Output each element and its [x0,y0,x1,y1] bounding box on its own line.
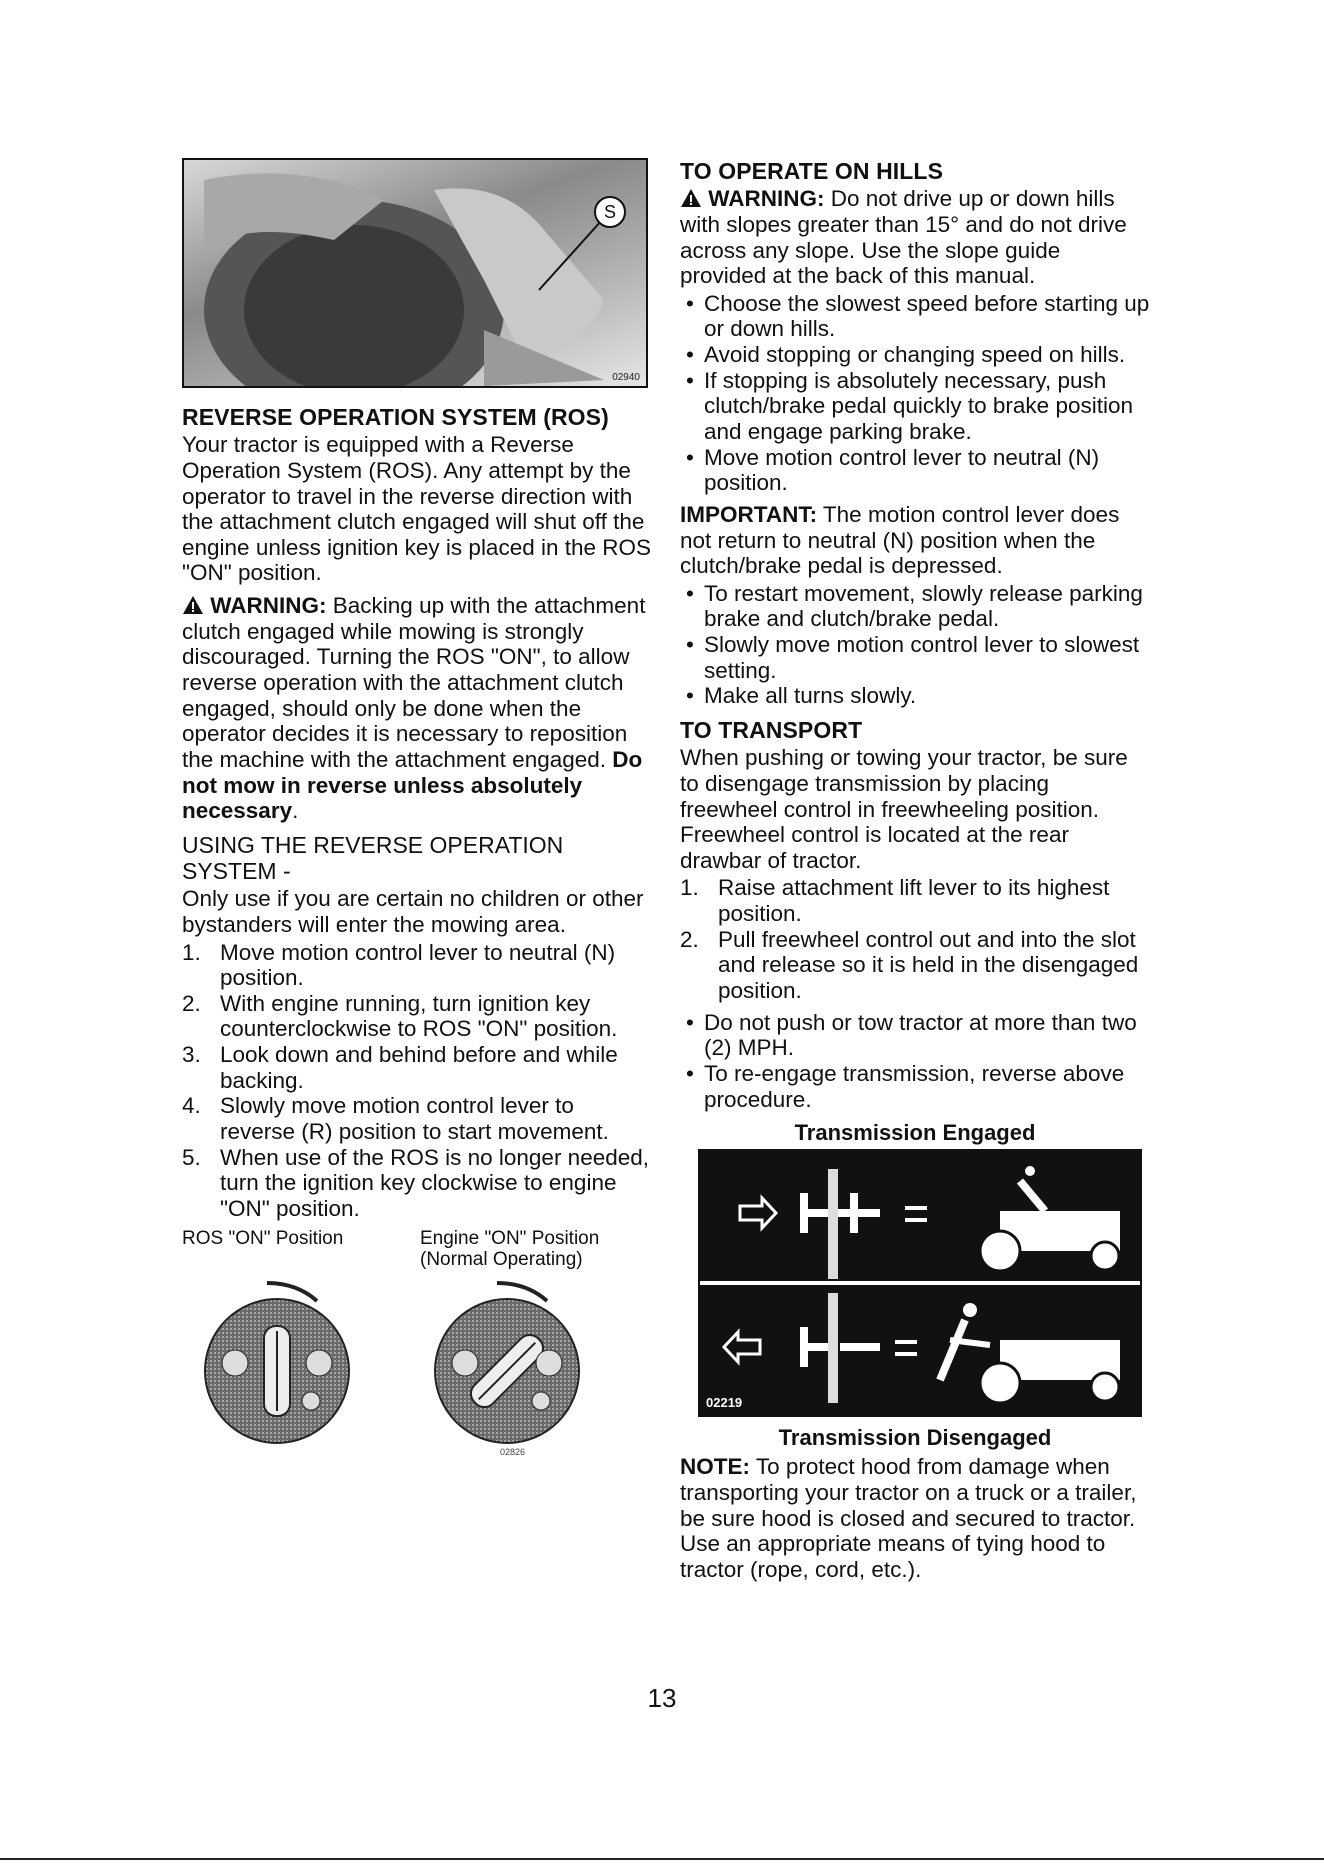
warning-label: WARNING: [210,593,327,619]
hills-heading: TO OPERATE ON HILLS [680,158,944,184]
list-item: • Make all turns slowly. [680,683,1150,709]
restart-bullets [680,581,1150,709]
ros-warning [182,593,652,824]
important-label: IMPORTANT: [680,501,818,527]
photo-code: 02940 [612,371,640,383]
list-item: 1. Raise attachment lift lever to its highest position. [680,875,1110,927]
list-item: • Avoid stopping or changing speed on hills. [680,342,1150,368]
list-item: • Move motion control lever to neutral (N) position. [680,445,1150,496]
bottom-rule [0,1858,1324,1860]
list-item: 3. Look down and behind before and while backing. [182,1042,618,1093]
ignition-knobs-figure [182,1271,652,1471]
transmission-disengaged-title: Transmission Disengaged [778,1425,1052,1451]
using-intro: Only use if you are certain no children or other bystanders will enter the mowing area. [182,886,644,937]
list-item: • If stopping is absolutely necessary, push clutch/brake pedal quickly to brake position and engage parking brake. [680,368,1150,445]
ros-heading: REVERSE OPERATION SYSTEM (ROS) [182,404,609,430]
panel-code: 02219 [706,1395,743,1411]
transport-body: When pushing or towing your tractor, be sure to disengage transmission by placing freewheel control in freewheeling position. Freewheel control is located at the rear drawbar of tractor. [680,745,1128,873]
list-item: 2. With engine running, turn ignition key counterclockwise to ROS "ON" position. [182,990,618,1042]
right-column [680,158,1150,1590]
hills-warning-label: WARNING: [708,186,825,212]
callout-s: S [594,196,626,228]
list-item: • To restart movement, slowly release parking brake and clutch/brake pedal. [680,581,1150,632]
ros-body: Your tractor is equipped with a Reverse Operation System (ROS). Any attempt by the operator to travel in the reverse direction with the attachment clutch engaged will shut off the engine unless ignition key is placed in the ROS "ON" position. [182,432,652,586]
transport-steps [680,875,1150,1003]
disengaged-panel [700,1285,1140,1415]
tractor-disengaged-icon [700,1285,1140,1415]
list-item: 1. Move motion control lever to neutral (N) position. [182,939,616,991]
list-item: • To re-engage transmission, reverse above procedure. [680,1061,1150,1112]
ignition-knob-icon [182,1271,652,1471]
hills-bullets [680,291,1150,496]
left-column [182,158,652,1471]
engine-on-caption: Engine "ON" Position (Normal Operating) [420,1227,600,1271]
using-heading: USING THE REVERSE OPERATION SYSTEM - [182,831,564,885]
list-item: 2. Pull freewheel control out and into the slot and release so it is held in the disengaged position. [680,926,1139,1004]
warning-icon [182,593,210,618]
ros-switch-photo [182,158,648,388]
note [680,1454,1150,1582]
transmission-panel [698,1149,1142,1417]
engaged-panel [700,1151,1140,1281]
list-item: • Choose the slowest speed before starting up or down hills. [680,291,1150,342]
hills-warning [680,186,1150,289]
tractor-fender-illustration [184,160,646,386]
knob-code: 02826 [500,1446,526,1457]
page-number: 13 [647,1683,677,1713]
list-item: 4. Slowly move motion control lever to reverse (R) position to start movement. [182,1093,609,1145]
note-body: To protect hood from damage when transporting your tractor on a truck or a trailer, be sure hood is closed and secured to tractor. Use an appropriate means of tying hood to tractor (rope, cord, etc.). [680,1454,1137,1582]
hills-warning-body: Do not drive up or down hills with slopes greater than 15° and do not drive across any slope. Use the slope guide provided at the back of this manual. [680,186,1127,289]
knob-captions [182,1228,652,1271]
list-item: 5. When use of the ROS is no longer needed, turn the ignition key clockwise to engine "ON" position. [182,1144,650,1221]
warning-icon [680,186,708,211]
ros-steps [182,940,652,1222]
important-body: The motion control lever does not return to neutral (N) position when the clutch/brake pedal is depressed. [680,501,1120,579]
tractor-engaged-icon [700,1151,1140,1281]
transmission-engaged-title: Transmission Engaged [794,1120,1036,1146]
list-item: • Do not push or tow tractor at more than two (2) MPH. [680,1010,1150,1061]
warning-body: Backing up with the attachment clutch engaged while mowing is strongly discouraged. Turning the ROS "ON", to allow reverse operation with the attachment clutch engaged, should only be done when the operator decides it is necessary to reposition the machine with the attachment engaged. [182,593,646,772]
warning-end: . [292,798,299,824]
warning-bold: Do not mow in reverse unless absolutely necessary [182,746,643,824]
note-label: NOTE: [680,1454,750,1480]
list-item: • Slowly move motion control lever to slowest setting. [680,632,1150,683]
transport-bullets [680,1010,1150,1113]
important-note [680,502,1150,579]
transport-heading: TO TRANSPORT [680,717,863,744]
ros-on-caption: ROS "ON" Position [182,1227,344,1249]
